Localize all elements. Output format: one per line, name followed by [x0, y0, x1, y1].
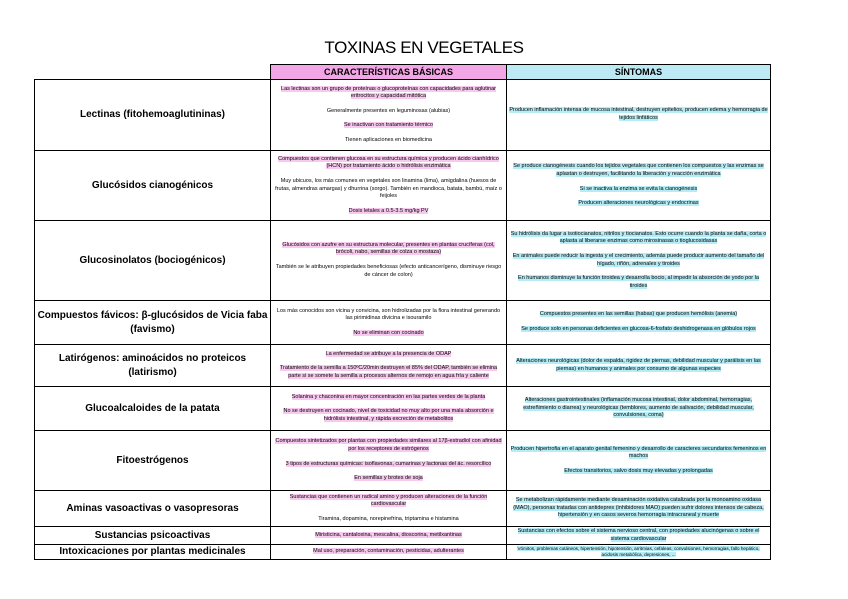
characteristic-text: Dosis letales a 0.5-3.5 mg/kg PV: [348, 207, 429, 214]
table-row: [35, 545, 771, 560]
characteristic-text: Muy ubicuos, los más comunes en vegetales son linamina (lima), amigdalina (huesos de frutas, almendras amargas) y dhurrina (sorgo). También en mandioca, batata, bambú, maíz o feijoles: [275, 177, 502, 200]
symptoms-cell: [507, 431, 771, 491]
characteristics-cell: [271, 387, 507, 431]
characteristics-cell: [271, 151, 507, 221]
symptom-text: Si se inactiva la enzima se evita la cianogénesis: [579, 185, 698, 192]
characteristic-text: Compuestos sintetizados por plantas con propiedades similares al 17β-estradiol con afinidad por los receptores de estrógenos: [275, 438, 502, 452]
characteristic-text: 3 tipos de estructuras químicas: isoflavonas, cumarinas y lactonas del ác. resorcílico: [285, 460, 492, 467]
toxin-name: Fitoestrógenos: [35, 431, 271, 491]
characteristics-cell: [271, 545, 507, 560]
characteristic-text: Glucósidos con azufre en su estructura molecular, presentes en plantas crucíferas (col, brócoli, nabo, semillas de colza o mostaza): [282, 241, 495, 256]
symptom-text: Su hidrólisis da lugar a isotiocianatos, nitrilos y tiocianatos. Esto ocurre cuando la planta se daña, corta o aplasta al liberarse enzimas como mirosinasas o tioglucosidasas: [510, 230, 767, 245]
header-empty-cell: [35, 65, 271, 80]
characteristic-text: En semillas y brotes de soja: [354, 475, 423, 482]
symptom-text: Efectos transitorios, salvo dosis muy elevadas y prolongadas: [564, 467, 713, 474]
characteristics-cell: [271, 301, 507, 345]
symptom-text: Producen hipertrofia en el aparato genital femenino y desarrollo de caracteres secundarios femeninos en machos: [510, 445, 767, 460]
toxin-name: Glucosinolatos (bociogénicos): [35, 221, 271, 301]
symptom-text: Se produce cianogénesis cuando los tejidos vegetales que contienen los compuestos y las enzimas se aplastan o destruyen, facilitando la liberación y reacción enzimática: [513, 163, 764, 177]
toxin-name: Compuestos fávicos: β-glucósidos de Vicia faba (favismo): [35, 301, 271, 345]
symptoms-cell: [507, 491, 771, 527]
table-row: [35, 221, 771, 301]
symptoms-cell: [507, 345, 771, 387]
toxin-name: Aminas vasoactivas o vasopresoras: [35, 491, 271, 527]
toxin-name: Intoxicaciones por plantas medicinales: [35, 545, 271, 560]
toxin-name: Glucoalcaloides de la patata: [35, 387, 271, 431]
characteristics-cell: [271, 221, 507, 301]
symptoms-cell: [507, 545, 771, 560]
symptom-text: Producen inflamación intensa de mucosa intestinal, destruyen epitelios, producen edema y hemorragia de tejidos linfáticos: [509, 107, 768, 121]
table-row: [35, 527, 771, 545]
characteristic-text: Las lectinas son un grupo de proteínas o glucoproteínas con capacidades para aglutinar eritrocitos y capacidad mitótica: [281, 85, 496, 100]
table-row: [35, 491, 771, 527]
characteristic-text: Sustancias que contienen un radical amino y producen alteraciones de la función cardiovascular: [289, 493, 488, 508]
symptom-text: En animales puede reducir la ingesta y el crecimiento, además puede producir aumento del tamaño del hígado, riñón, adrenales y tiroides: [512, 252, 765, 267]
symptom-text: Vómitos, problemas cutáneos, hipertensión, hipotensión, arritmias, cefaleas, convulsiones, hemorragias, fallo hepático, acidosis metabólica, depresiones, ...: [517, 546, 760, 557]
symptom-text: Alteraciones neurológicas (dolor de espalda, rigidez de piernas, debilidad muscular y parálisis en las piernas) en humanos y animales por consumo de algunas especies: [516, 357, 761, 372]
symptom-text: Alteraciones gastrointestinales (inflamación mucosa intestinal, dolor abdominal, hemorragias, estreñimiento o diarrea) y neurológicas (temblores, aumento de salivación, debilidad muscular, convulsiones, coma): [523, 397, 754, 419]
symptom-text: Se metabolizan rápidamente mediante desaminación oxidativa catalizada por la monoamino oxidasa (MAO), personas tratadas con antidepres (inhibidores MAO) pueden sufrir dolores intensos de cabeza, hipertensión y en casos severos hemorragia intracraneal y muerte: [513, 497, 764, 519]
symptom-text: Compuestos presentes en las semillas (habas) que producen hemólisis (anemia): [539, 311, 738, 318]
characteristic-text: Generalmente presentes en leguminosas (alubias): [326, 107, 451, 114]
characteristic-text: Mal uso, preparación, contaminación, pesticidas, adulterantes: [313, 548, 464, 555]
symptoms-cell: [507, 221, 771, 301]
characteristic-text: Solanina y chaconina en mayor concentración en las partes verdes de la planta: [291, 393, 486, 400]
symptoms-cell: [507, 151, 771, 221]
toxin-name: Latirógenos: aminoácidos no proteicos (latirismo): [35, 345, 271, 387]
symptoms-cell: [507, 301, 771, 345]
characteristic-text: No se eliminan con cocinado: [353, 329, 424, 336]
symptom-text: Se produce solo en personas deficientes en glucosa-6-fosfato deshidrogenasa en glóbulos rojos: [521, 326, 756, 332]
toxin-name: Lectinas (fitohemoaglutininas): [35, 80, 271, 151]
page-title: TOXINAS EN VEGETALES: [324, 38, 524, 57]
toxin-name: Sustancias psicoactivas: [35, 527, 271, 545]
symptom-text: Producen alteraciones neurológicas y endocrinas: [578, 200, 699, 207]
table-row: [35, 345, 771, 387]
characteristic-text: Se inactivan con tratamiento térmico: [344, 122, 433, 129]
table-row: [35, 301, 771, 345]
symptom-text: Sustancias con efectos sobre el sistema nervioso central, con propiedades alucinógenas o sobre el sistema cardiovascular: [517, 527, 760, 542]
toxin-name: Glucósidos cianogénicos: [35, 151, 271, 221]
characteristic-text: Los más conocidos son vicina y convicina, son hidrolizadas por la flora intestinal generando las pirimidinas divicina e isouramilo: [276, 307, 501, 322]
characteristic-text: Compuestos que contienen glucosa en su estructura química y producen ácido cianhídrico (HCN) por tratamiento ácido o hidrólisis enzimática: [278, 155, 499, 170]
table-row: [35, 80, 771, 151]
characteristics-cell: [271, 345, 507, 387]
table-row: [35, 151, 771, 221]
characteristics-cell: [271, 431, 507, 491]
header-sintomas: SÍNTOMAS: [507, 65, 771, 80]
symptom-text: En humanos disminuye la función tiroidea y desarrolla bocio, al impedir la absorción de yodo por la tiroides: [518, 275, 759, 289]
symptoms-cell: [507, 80, 771, 151]
header-caracteristicas: CARACTERÍSTICAS BÁSICAS: [271, 65, 507, 80]
characteristic-text: No se destruyen en cocinado, nivel de toxicidad no muy alto por una mala absorción e hidrólisis intestinal, y rápida excreción de metabolitos: [283, 408, 494, 422]
symptoms-cell: [507, 527, 771, 545]
characteristic-text: Miristicina, cantaloxina, mescalina, dioscorina, metilxantinas: [315, 531, 462, 538]
header-row: [35, 65, 771, 80]
characteristic-text: Tiramina, dopamina, norepinefrina, triptamina e histamina: [318, 515, 459, 522]
characteristic-text: Tratamiento de la semilla a 150ºC/20min destruyen el 85% del ODAP, también se elimina parte si se somete la semilla a procesos alternos de remojo en agua fría y caliente: [279, 365, 498, 379]
table-row: [35, 387, 771, 431]
table-row: [35, 431, 771, 491]
characteristics-cell: [271, 491, 507, 527]
characteristic-text: También se le atribuyen propiedades beneficiosas (efecto anticancerígeno, disminuye riesgo de cáncer de colon): [275, 264, 502, 278]
characteristics-cell: [271, 527, 507, 545]
toxins-table: [34, 64, 771, 560]
symptoms-cell: [507, 387, 771, 431]
characteristic-text: La enfermedad se atribuye a la presencia de ODAP: [325, 350, 452, 357]
characteristic-text: Tienen aplicaciones en biomedicina: [345, 136, 432, 143]
characteristics-cell: [271, 80, 507, 151]
